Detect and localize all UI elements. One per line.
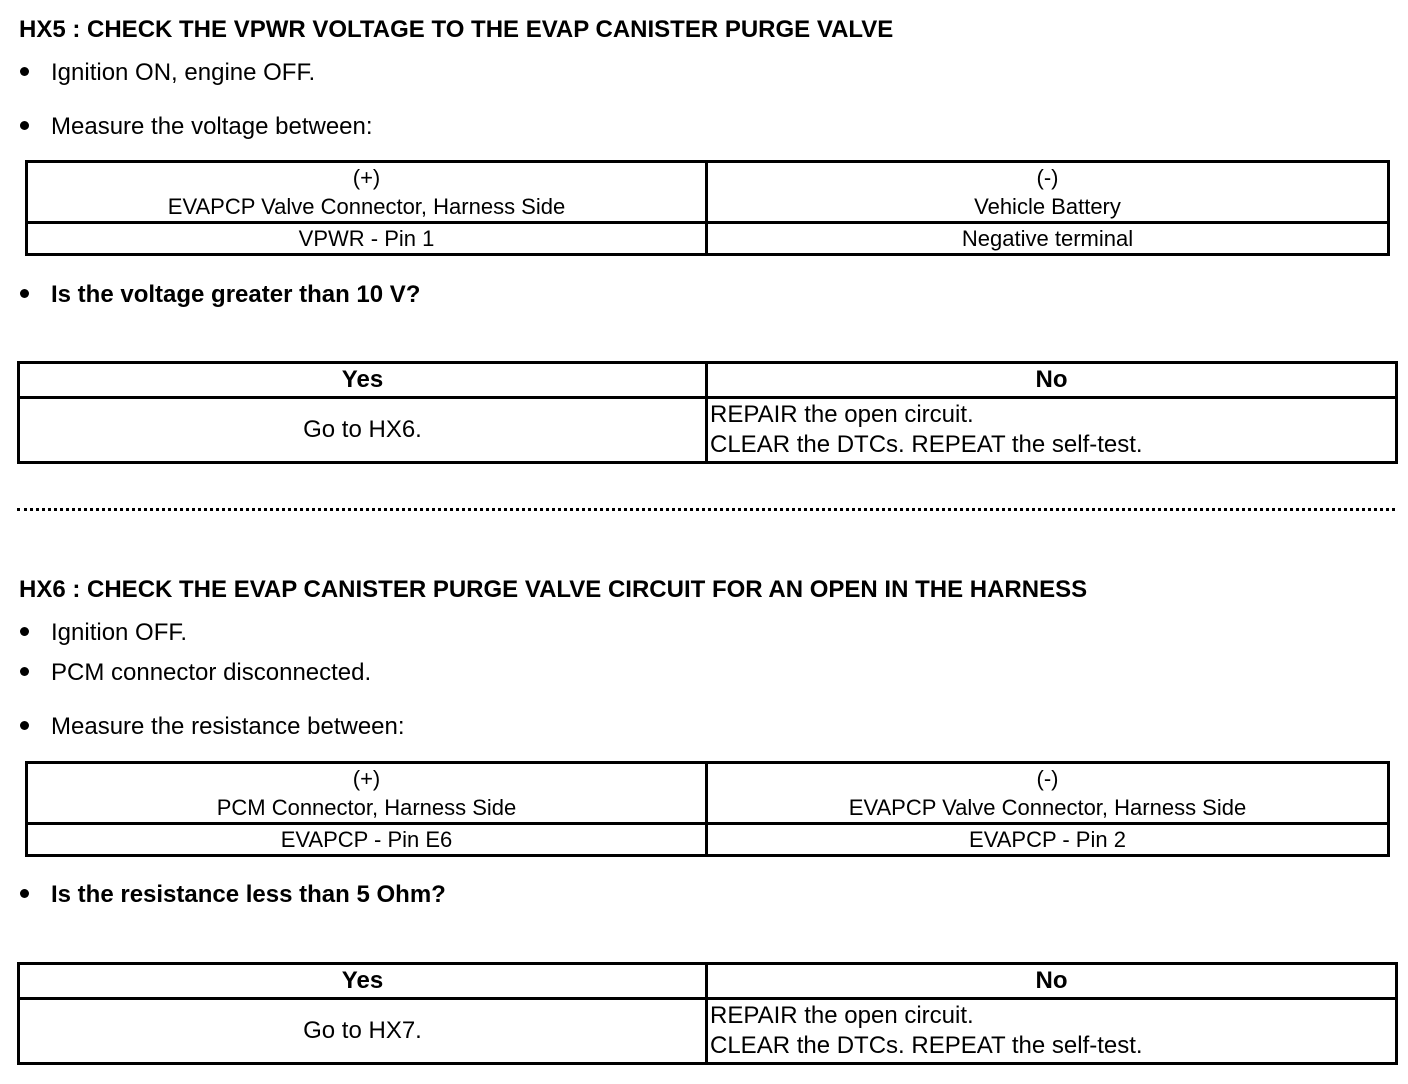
plus-label: (+) — [352, 165, 381, 190]
plus-value-cell: VPWR - Pin 1 — [27, 223, 707, 255]
yes-action: Go to HX6. — [19, 398, 707, 463]
hx5-decision-table — [17, 361, 1398, 464]
yes-action: Go to HX7. — [19, 999, 707, 1064]
hx5-question: Is the voltage greater than 10 V? — [20, 280, 420, 310]
yes-header: Yes — [19, 363, 707, 398]
minus-value-cell: EVAPCP - Pin 2 — [707, 824, 1389, 856]
plus-name: EVAPCP Valve Connector, Harness Side — [167, 194, 566, 219]
no-header: No — [707, 964, 1397, 999]
minus-label: (-) — [1036, 165, 1059, 190]
no-action-line: REPAIR the open circuit. — [710, 1002, 974, 1029]
bullet-icon — [20, 67, 29, 76]
plus-header-cell — [27, 763, 707, 824]
bullet-icon — [20, 289, 29, 298]
hx5-bullet-ignition: Ignition ON, engine OFF. — [20, 58, 315, 88]
bullet-icon — [20, 721, 29, 730]
no-action-line: REPAIR the open circuit. — [710, 401, 974, 428]
plus-value-cell: EVAPCP - Pin E6 — [27, 824, 707, 856]
hx6-measure-table — [25, 761, 1390, 857]
minus-header-cell — [707, 162, 1389, 223]
bullet-icon — [20, 627, 29, 636]
bullet-icon — [20, 667, 29, 676]
minus-value-cell: Negative terminal — [707, 223, 1389, 255]
minus-name: EVAPCP Valve Connector, Harness Side — [848, 795, 1247, 820]
minus-label: (-) — [1036, 766, 1059, 791]
minus-name: Vehicle Battery — [974, 194, 1121, 219]
no-action-line: CLEAR the DTCs. REPEAT the self-test. — [710, 1032, 1143, 1059]
no-action — [707, 999, 1397, 1064]
hx6-bullet-pcm: PCM connector disconnected. — [20, 658, 371, 688]
hx6-title: HX6 : CHECK THE EVAP CANISTER PURGE VALVE CIRCUIT FOR AN OPEN IN THE HARNESS — [19, 576, 1088, 603]
hx5-measure-table — [25, 160, 1390, 256]
yes-header: Yes — [19, 964, 707, 999]
plus-name: PCM Connector, Harness Side — [216, 795, 517, 820]
no-action — [707, 398, 1397, 463]
hx5-bullet-measure: Measure the voltage between: — [20, 112, 373, 142]
plus-header-cell — [27, 162, 707, 223]
hx6-decision-table — [17, 962, 1398, 1065]
no-action-line: CLEAR the DTCs. REPEAT the self-test. — [710, 431, 1143, 458]
section-divider — [17, 508, 1395, 511]
hx6-bullet-ignition: Ignition OFF. — [20, 618, 187, 648]
bullet-icon — [20, 121, 29, 130]
hx5-title: HX5 : CHECK THE VPWR VOLTAGE TO THE EVAP CANISTER PURGE VALVE — [19, 16, 894, 43]
hx6-question: Is the resistance less than 5 Ohm? — [20, 880, 446, 910]
plus-label: (+) — [352, 766, 381, 791]
hx6-bullet-measure: Measure the resistance between: — [20, 712, 405, 742]
no-header: No — [707, 363, 1397, 398]
minus-header-cell — [707, 763, 1389, 824]
bullet-icon — [20, 889, 29, 898]
